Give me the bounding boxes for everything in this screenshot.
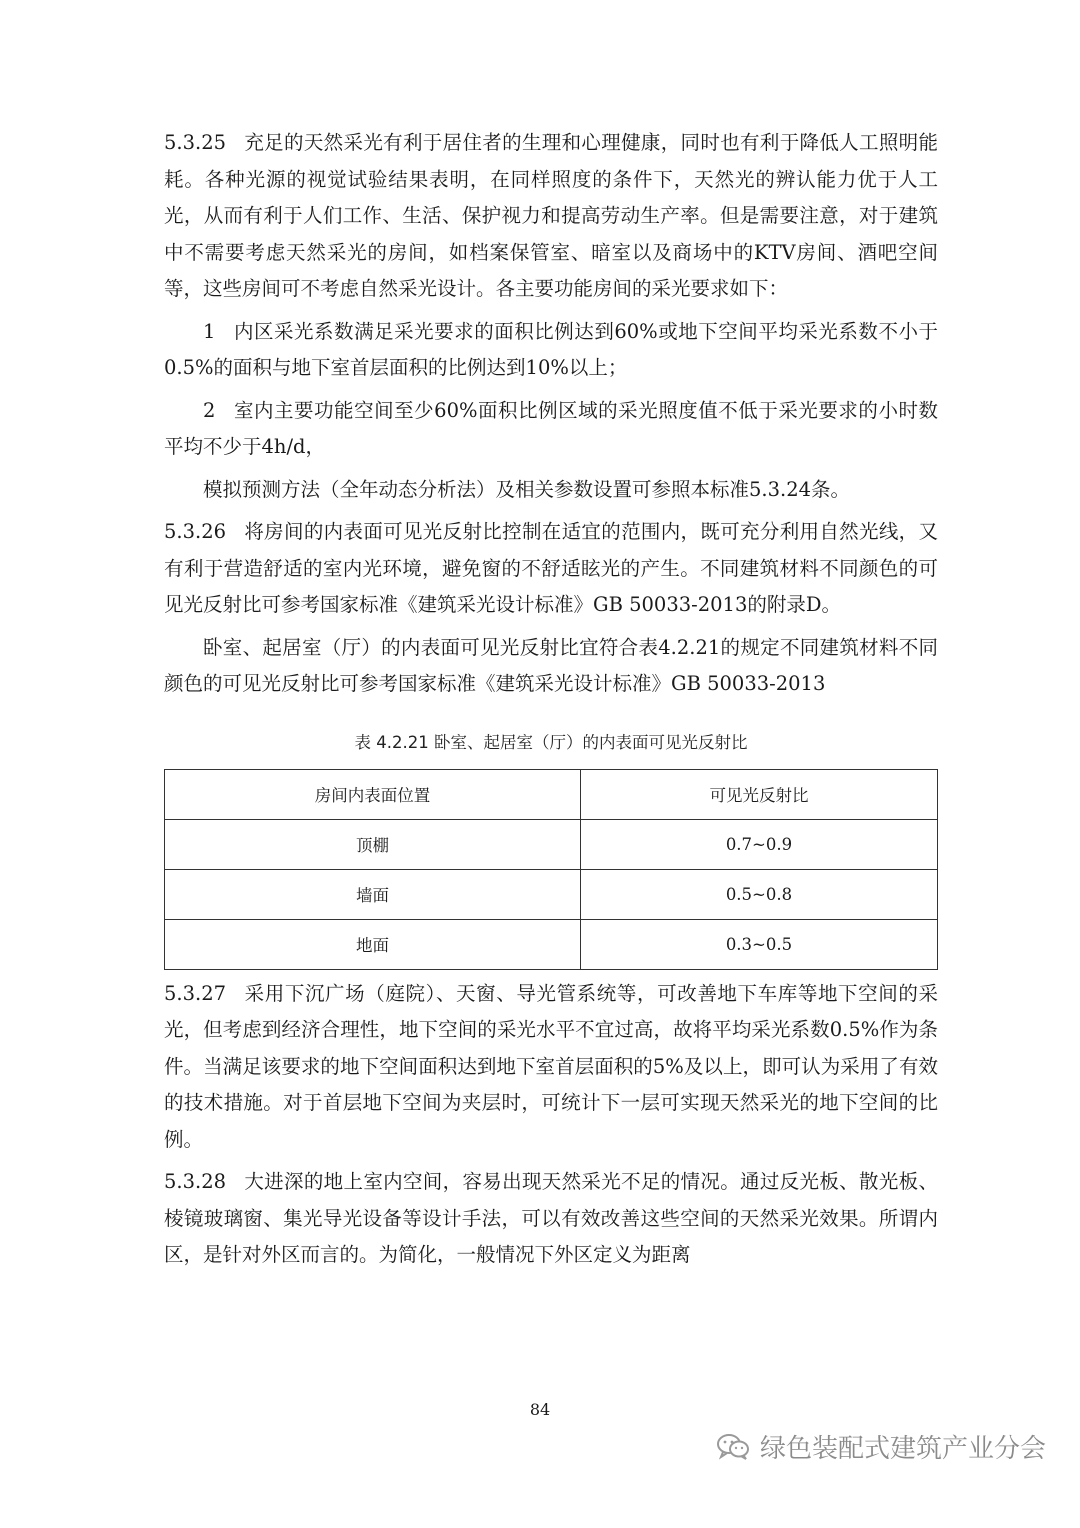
table-row <box>165 919 938 969</box>
note-paragraph: 模拟预测方法（全年动态分析法）及相关参数设置可参照本标准5.3.24条。 <box>203 477 851 501</box>
list-item-text: 室内主要功能空间至少60%面积比例区域的采光照度值不低于采光要求的小时数平均不少于4h/d， <box>164 398 938 458</box>
section-5-3-28 <box>164 1164 938 1274</box>
document-body <box>164 125 938 1274</box>
page-number: 84 <box>529 1400 551 1419</box>
table-header-row <box>165 769 938 819</box>
section-number: 5.3.28 <box>164 1170 227 1193</box>
table-cell-ratio: 0.3~0.5 <box>580 919 937 969</box>
wechat-icon <box>716 1432 752 1462</box>
section-number: 5.3.25 <box>164 131 227 154</box>
list-item-number: 2 <box>203 398 216 422</box>
list-item-text: 内区采光系数满足采光要求的面积比例达到60%或地下空间平均采光系数不小于0.5%的面积与地下室首层面积的比例达到10%以上； <box>164 319 938 379</box>
table-header-location: 房间内表面位置 <box>165 769 581 819</box>
section-number: 5.3.27 <box>164 981 227 1005</box>
list-item-2 <box>164 393 938 466</box>
table-cell-location: 顶棚 <box>165 819 581 869</box>
section-text: 充足的天然采光有利于居住者的生理和心理健康，同时也有利于降低人工照明能耗。各种光源的视觉试验结果表明，在同样照度的条件下，天然光的辨认能力优于人工光，从而有利于人们工作、生活、保护视力和提高劳动生产率。但是需要注意，对于建筑中不需要考虑天然采光的房间，如档案保管室、暗室以及商场中的KTV房间、酒吧空间等，这些房间可不考虑自然采光设计。各主要功能房间的采光要求如下： <box>164 131 938 300</box>
section-5-3-26 <box>164 514 938 624</box>
section-5-3-26-paragraph-2: 卧室、起居室（厅）的内表面可见光反射比宜符合表4.2.21的规定不同建筑材料不同颜色的可见光反射比可参考国家标准《建筑采光设计标准》GB 50033-2013 <box>164 635 938 695</box>
section-text: 大进深的地上室内空间，容易出现天然采光不足的情况。通过反光板、散光板、棱镜玻璃窗、集光导光设备等设计手法，可以有效改善这些空间的天然采光效果。所谓内区，是针对外区而言的。为简化，一般情况下外区定义为距离 <box>164 1170 938 1266</box>
table-row <box>165 869 938 919</box>
reflectance-table <box>164 769 938 970</box>
section-5-3-25 <box>164 125 938 308</box>
section-text: 采用下沉广场（庭院）、天窗、导光管系统等，可改善地下车库等地下空间的采光，但考虑到经济合理性，地下空间的采光水平不宜过高，故将平均采光系数0.5%作为条件。当满足该要求的地下空间面积达到地下室首层面积的5%及以上，即可认为采用了有效的技术措施。对于首层地下空间为夹层时，可统计下一层可实现天然采光的地下空间的比例。 <box>164 981 938 1151</box>
list-item-number: 1 <box>203 319 216 343</box>
section-text: 将房间的内表面可见光反射比控制在适宜的范围内，既可充分利用自然光线，又有利于营造舒适的室内光环境，避免窗的不舒适眩光的产生。不同建筑材料不同颜色的可见光反射比可参考国家标准《建筑采光设计标准》GB 50033-2013的附录D。 <box>164 520 938 616</box>
table-cell-ratio: 0.7~0.9 <box>580 819 937 869</box>
watermark <box>716 1428 1046 1465</box>
table-row <box>165 819 938 869</box>
watermark-text: 绿色装配式建筑产业分会 <box>759 1434 1046 1464</box>
table-header-ratio: 可见光反射比 <box>580 769 937 819</box>
table-cell-location: 地面 <box>165 919 581 969</box>
table-cell-location: 墙面 <box>165 869 581 919</box>
table-cell-ratio: 0.5~0.8 <box>580 869 937 919</box>
section-number: 5.3.26 <box>164 520 227 543</box>
list-item-1 <box>164 314 938 387</box>
table-caption: 表 4.2.21 卧室、起居室（厅）的内表面可见光反射比 <box>354 732 748 752</box>
section-5-3-27 <box>164 976 938 1159</box>
